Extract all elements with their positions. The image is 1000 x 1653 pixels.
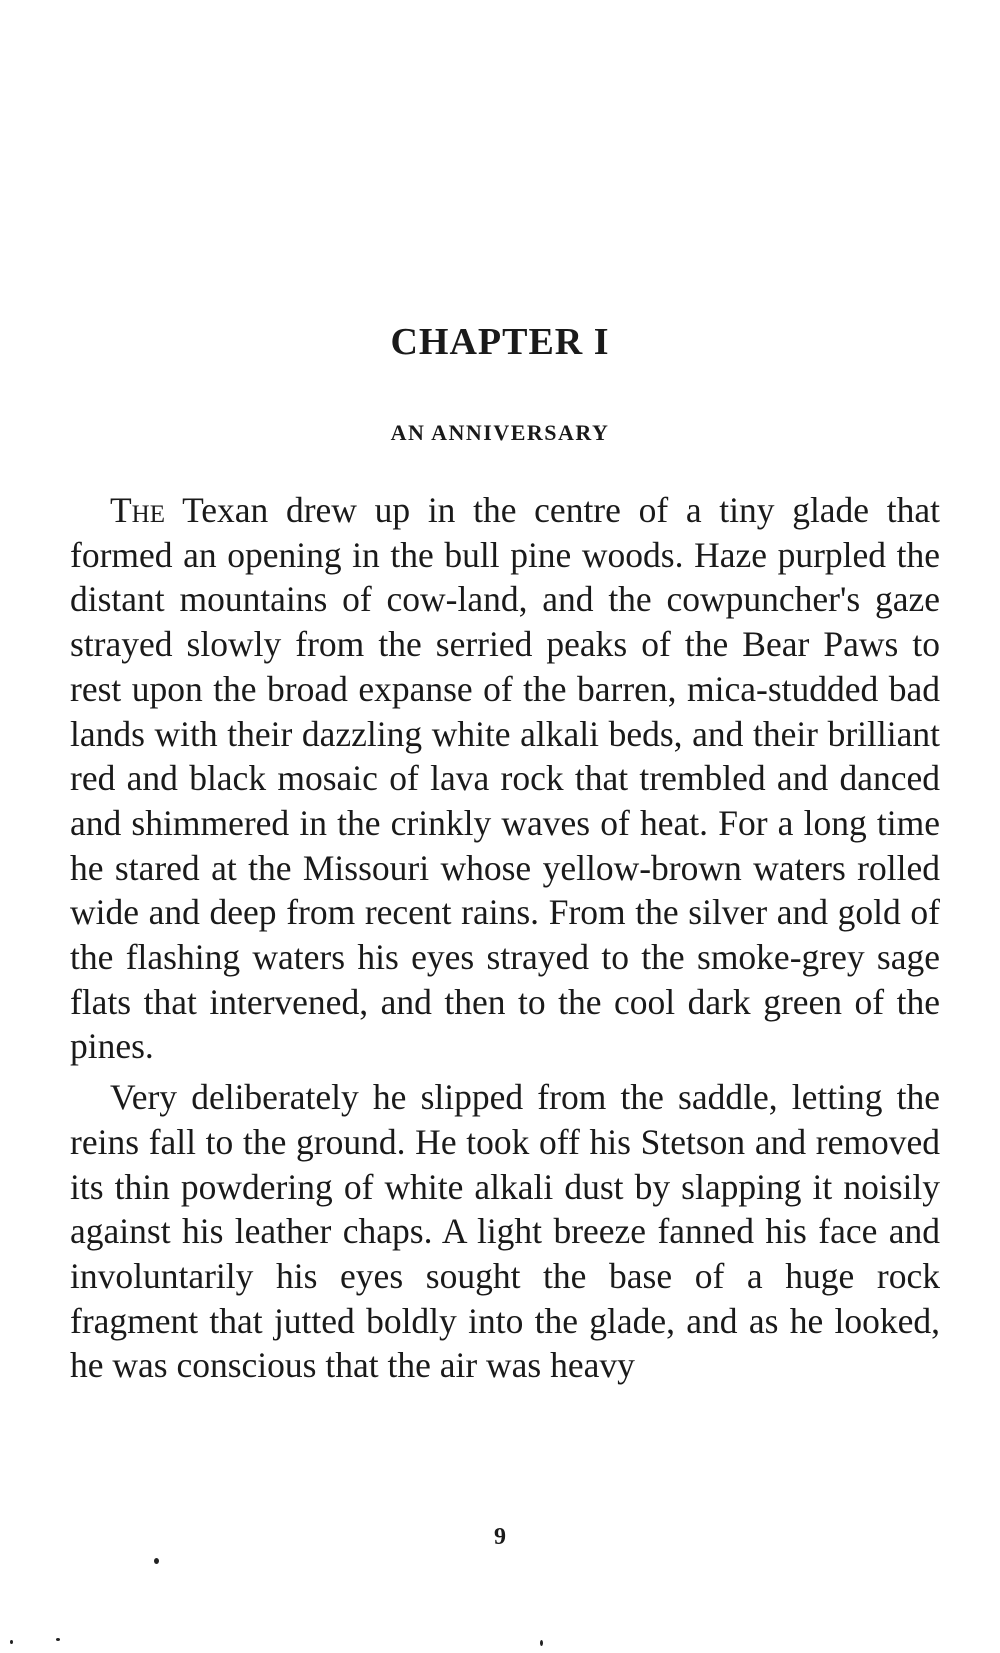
paragraph-text: Texan drew up in the centre of a tiny glade that formed an opening in the bull pine woods. Haze purpled the distant mountains of cow-land, and the cowpuncher's gaze strayed slowly from the serried peaks of the Bear Paws to rest upon the broad expanse of the barren, mica-studded bad lands with their dazzling white alkali beds, and their brilliant red and black mosaic of lava rock that trembled and danced and shimmered in the crinkly waves of heat. For a long time he stared at the Missouri whose yellow-brown waters rolled wide and deep from recent rains. From the silver and gold of the flashing waters his eyes strayed to the smoke-grey sage flats that intervened, and then to the cool dark green of the pines. [70,490,940,1067]
scan-speck [56,1638,60,1641]
paragraph-text: Very deliberately he slipped from the saddle, letting the reins fall to the ground. He took off his Stetson and removed its thin powdering of white alkali dust by slapping it noisily against his leather chaps. A light breeze fanned his face and involuntarily his eyes sought the base of a huge rock fragment that jutted boldly into the glade, and as he looked, he was conscious that the air was heavy [70,1077,940,1386]
paragraph-lead-word: The [110,490,166,530]
paragraph-2 [70,1075,940,1388]
page-number: 9 [494,1524,506,1550]
chapter-body [70,488,940,1388]
paragraph-1 [70,488,940,1069]
chapter-title: CHAPTER I [390,321,610,363]
scan-speck [154,1558,159,1564]
scan-speck [10,1640,13,1644]
scan-speck [540,1640,543,1646]
chapter-subtitle: AN ANNIVERSARY [390,420,610,445]
